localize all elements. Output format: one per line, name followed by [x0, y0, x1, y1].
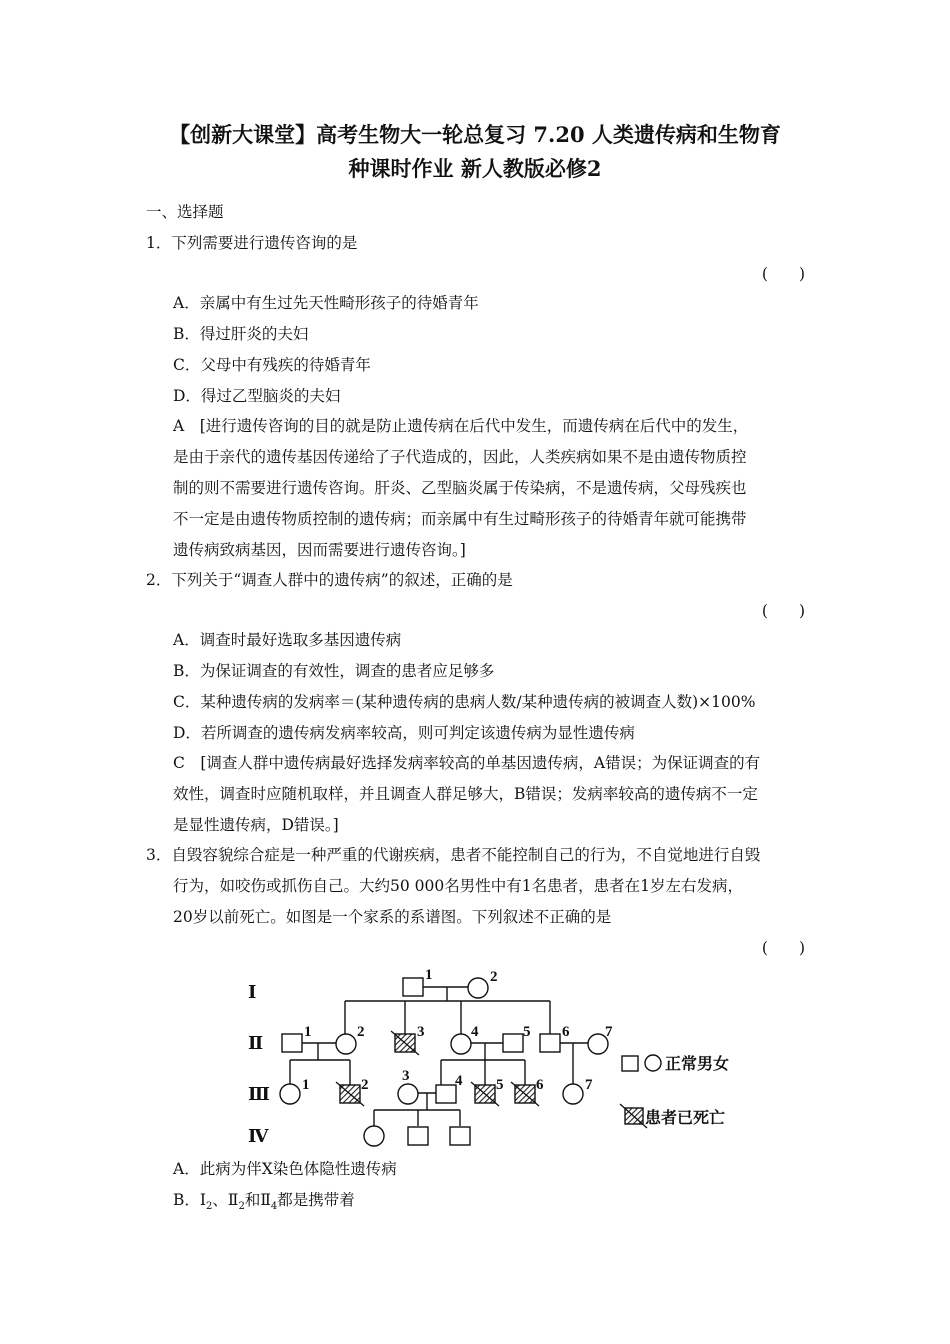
node-number: 2: [361, 1077, 369, 1093]
q1-option-b: B．得过肝炎的夫妇: [173, 325, 309, 343]
q3-option-a: A．此病为伴X染色体隐性遗传病: [173, 1160, 397, 1178]
gen3-female-1: [280, 1084, 300, 1104]
q3-stem-line: 20岁以前死亡。如图是一个家系的系谱图。下列叙述不正确的是: [173, 908, 612, 926]
gen4-female: [364, 1126, 384, 1146]
legend-dead-label: 患者已死亡: [645, 1108, 726, 1127]
gen2-female-2: [336, 1034, 356, 1054]
pedigree-chart: [240, 962, 760, 1154]
gen2-male-6: [540, 1034, 560, 1052]
q2-option-b: B．为保证调查的有效性，调查的患者应足够多: [173, 662, 495, 680]
q1-explanation-line: 遗传病致病基因，因而需要进行遗传咨询。]: [173, 541, 466, 559]
q1-explanation-line: 不一定是由遗传物质控制的遗传病；而亲属中有生过畸形孩子的待婚青年就可能携带: [173, 510, 747, 528]
gen-label-III: Ⅲ: [248, 1084, 270, 1104]
node-number: 1: [302, 1077, 310, 1093]
q2-option-c: C．某种遗传病的发病率＝(某种遗传病的患病人数/某种遗传病的被调查人数)×100%: [173, 693, 756, 711]
q3-stem-line: 3．自毁容貌综合症是一种严重的代谢疾病，患者不能控制自己的行为，不自觉地进行自毁: [146, 846, 761, 864]
section-heading: 一、选择题: [146, 203, 224, 221]
document-title: [100, 118, 850, 186]
legend-normal-label: 正常男女: [665, 1054, 730, 1073]
gen1-male-1: [403, 978, 423, 996]
gen3-female-7: [563, 1084, 583, 1104]
node-number: 5: [523, 1024, 531, 1040]
q1-option-c: C．父母中有残疾的待婚青年: [173, 356, 371, 374]
gen-label-II: Ⅱ: [248, 1033, 264, 1053]
q3-stem-line: 行为，如咬伤或抓伤自己。大约50 000名男性中有1名患者，患者在1岁左右发病，: [173, 877, 743, 895]
q1-option-d: D．得过乙型脑炎的夫妇: [173, 387, 341, 405]
gen2-male-5: [503, 1034, 523, 1052]
gen3-male-4: [436, 1085, 456, 1103]
q3-answer-bracket: ( ): [761, 939, 805, 957]
node-number: 3: [402, 1068, 410, 1084]
gen4-male: [408, 1127, 428, 1145]
node-number: 1: [425, 967, 433, 983]
gen-label-I: Ⅰ: [248, 982, 257, 1002]
node-number: 2: [357, 1024, 365, 1040]
q3-option-b: B．$Ⅰ_2$、$Ⅱ_2$和$Ⅱ_4$都是携带着: [173, 1191, 355, 1213]
node-number: 3: [417, 1024, 425, 1040]
q2-explanation-line: 效性，调查时应随机取样，并且调查人群足够大，B错误；发病率较高的遗传病不一定: [173, 785, 758, 803]
q1-option-a: A．亲属中有生过先天性畸形孩子的待婚青年: [173, 294, 479, 312]
q2-explanation-line: 是显性遗传病，D错误。]: [173, 816, 339, 834]
q2-answer-bracket: ( ): [761, 602, 805, 620]
q1-stem: 1．下列需要进行遗传咨询的是: [146, 234, 358, 252]
q2-explanation-line: C [调查人群中遗传病最好选择发病率较高的单基因遗传病，A错误；为保证调查的有: [173, 754, 761, 772]
gen3-female-3: [398, 1084, 418, 1104]
gen2-female-4: [451, 1034, 471, 1054]
node-number: 1: [304, 1024, 312, 1040]
legend-normal-male: [622, 1056, 638, 1071]
node-number: 4: [455, 1073, 463, 1089]
q2-option-a: A．调查时最好选取多基因遗传病: [173, 631, 402, 649]
q2-stem: 2．下列关于“调查人群中的遗传病”的叙述，正确的是: [146, 571, 513, 589]
q1-explanation-line: A [进行遗传咨询的目的就是防止遗传病在后代中发生，而遗传病在后代中的发生，: [173, 417, 749, 435]
q1-explanation-line: 制的则不需要进行遗传咨询。肝炎、乙型脑炎属于传染病，不是遗传病，父母残疾也: [173, 479, 747, 497]
legend-normal-female: [645, 1055, 661, 1071]
gen-label-IV: Ⅳ: [248, 1126, 269, 1146]
q2-option-d: D．若所调查的遗传病发病率较高，则可判定该遗传病为显性遗传病: [173, 724, 635, 742]
node-number: 7: [585, 1077, 593, 1093]
title-line-2: 种课时作业 新人教版必修2: [348, 156, 602, 181]
q1-answer-bracket: ( ): [761, 265, 805, 283]
title-line-1: 【创新大课堂】高考生物大一轮总复习 7.20 人类遗传病和生物育: [169, 122, 781, 147]
gen1-female-2: [468, 978, 488, 998]
gen2-male-1: [282, 1034, 302, 1052]
gen4-male: [450, 1127, 470, 1145]
node-number: 4: [471, 1024, 479, 1040]
q1-explanation-line: 是由于亲代的遗传基因传递给了子代造成的，因此，人类疾病如果不是由遗传物质控: [173, 448, 747, 466]
node-number: 2: [490, 969, 498, 985]
node-number: 6: [562, 1024, 570, 1040]
node-number: 5: [496, 1077, 504, 1093]
node-number: 6: [536, 1077, 544, 1093]
node-number: 7: [605, 1024, 613, 1040]
